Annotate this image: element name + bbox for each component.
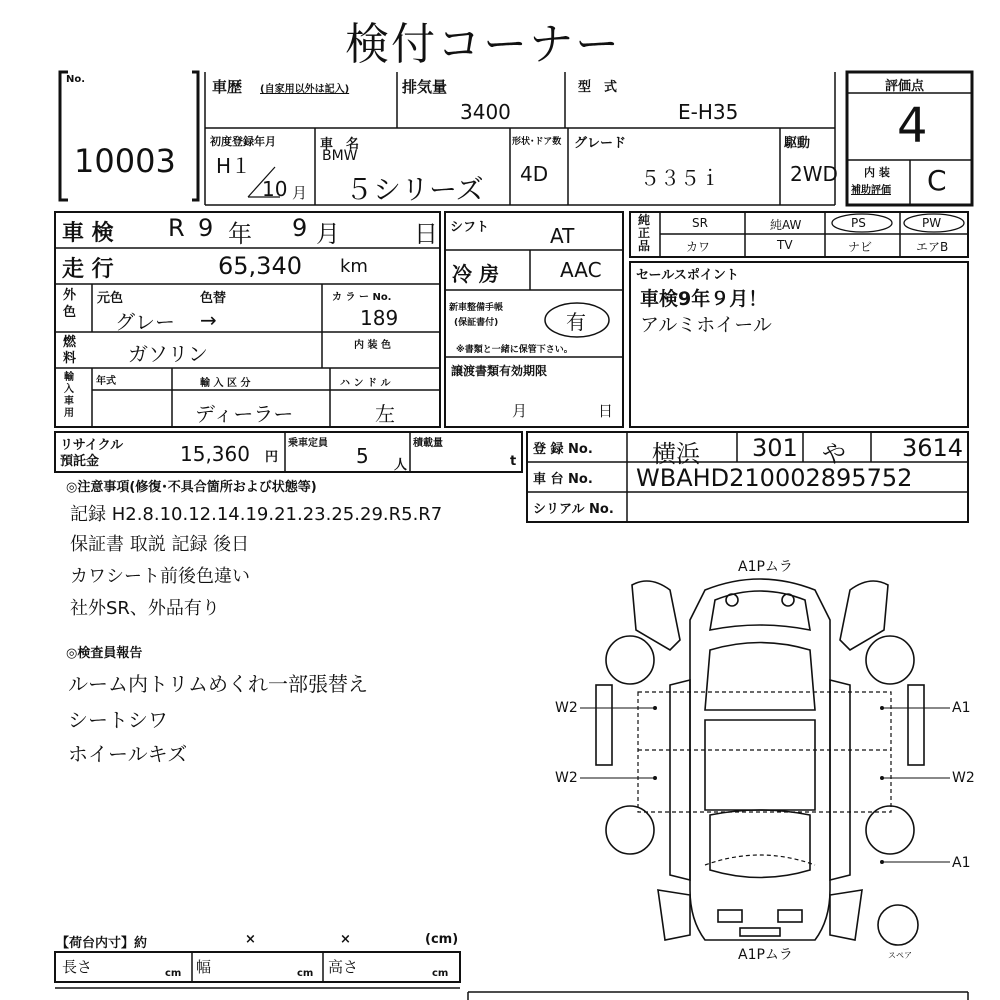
warranty-label: 新車整備手帳 xyxy=(449,303,504,313)
shift-label: シフト xyxy=(450,220,490,235)
transfer-day: 日 xyxy=(598,402,614,420)
notes-line-3: カワシート前後色違い xyxy=(70,566,250,587)
cargo-height-label: 高さ xyxy=(328,958,359,976)
color-no-label: カ ラ ー No. xyxy=(332,292,392,303)
orig-color-value: グレー xyxy=(115,310,175,334)
inspection-day-unit: 日 xyxy=(414,220,438,248)
warranty-sub: (保証書付) xyxy=(454,318,499,328)
inspection-era: R xyxy=(168,214,185,242)
cargo-length-unit: cm xyxy=(165,968,182,979)
first-reg-month: 10 xyxy=(262,177,288,201)
registration-kana: や xyxy=(822,440,846,468)
inspection-year: 9 xyxy=(198,214,214,242)
transfer-month: 月 xyxy=(512,402,528,420)
displacement-label: 排気量 xyxy=(402,78,448,96)
mileage-value: 65,340 xyxy=(218,252,302,280)
model-value: E-H35 xyxy=(678,100,739,124)
sales-point-line2: アルミホイール xyxy=(640,314,772,336)
import-year-label: 年式 xyxy=(96,376,116,387)
change-color-arrow: → xyxy=(200,308,217,332)
spare-label: スペア xyxy=(888,951,912,960)
body-value: 4D xyxy=(520,162,549,186)
recycle-unit: 円 xyxy=(265,450,279,465)
warranty-value: 有 xyxy=(566,310,586,334)
diagram-right-2: W2 xyxy=(952,770,975,786)
cargo-width-unit: cm xyxy=(297,968,314,979)
inspection-label: 車 検 xyxy=(62,221,114,246)
registration-number: 3614 xyxy=(902,434,964,462)
cargo-x1: × xyxy=(245,932,256,947)
page-title: 検付コーナー xyxy=(345,19,621,70)
exterior-color-label: 外色 xyxy=(63,288,77,320)
grade-value: ５３５ｉ xyxy=(640,166,720,190)
slash-divider xyxy=(240,165,280,200)
cargo-heading: 【荷台内寸】約 xyxy=(56,936,148,951)
first-reg-era: H１ xyxy=(216,154,252,178)
sales-point-line1: 車検9年９月！ xyxy=(640,288,768,310)
diagram-left-2: W2 xyxy=(555,770,578,786)
no-label: No. xyxy=(66,74,86,85)
diagram-bottom-note: A1Pムラ xyxy=(738,947,793,963)
cargo-unit: (cm) xyxy=(425,932,459,947)
car-damage-diagram xyxy=(540,560,980,980)
inspector-line-2: シートシワ xyxy=(68,708,168,732)
option-alloy: 純AW xyxy=(770,218,802,232)
import-label: 輸入車用 xyxy=(64,372,74,419)
notes-heading: ◎注意事項(修復･不具合箇所および状態等) xyxy=(66,480,317,495)
model-label: 型 式 xyxy=(578,80,618,95)
chassis-value: WBAHD210002895752 xyxy=(636,464,913,492)
load-label: 積載量 xyxy=(413,438,443,449)
sales-point-label: セールスポイント xyxy=(636,268,739,283)
option-navi: ナビ xyxy=(848,240,873,254)
inspector-line-3: ホイールキズ xyxy=(68,742,188,766)
transfer-label: 譲渡書類有効期限 xyxy=(451,364,548,378)
orig-color-label: 元色 xyxy=(97,291,124,306)
mileage-label: 走 行 xyxy=(62,257,114,282)
drive-value: 2WD xyxy=(790,162,838,186)
diagram-left-1: W2 xyxy=(555,700,578,716)
inspector-line-1: ルーム内トリムめくれ一部張替え xyxy=(68,672,368,696)
displacement-value: 3400 xyxy=(460,100,511,124)
registration-class: 301 xyxy=(752,434,798,462)
mileage-unit: km xyxy=(340,256,368,277)
capacity-unit: 人 xyxy=(394,458,408,473)
option-sr: SR xyxy=(692,216,708,230)
diagram-top-note: A1Pムラ xyxy=(738,559,793,575)
history-label: 車歴 xyxy=(212,78,243,96)
cargo-width-label: 幅 xyxy=(196,958,212,976)
fuel-label: 燃料 xyxy=(63,335,77,366)
car-maker: BMW xyxy=(322,148,358,164)
notes-line-4: 社外SR、外品有り xyxy=(70,598,220,619)
capacity-label: 乗車定員 xyxy=(288,438,328,449)
import-class-value: ディーラー xyxy=(195,402,294,426)
stock-number: 10003 xyxy=(74,142,176,180)
notes-line-2: 保証書 取説 記録 後日 xyxy=(70,534,250,555)
handle-value: 左 xyxy=(375,402,395,426)
import-class-label: 輸 入 区 分 xyxy=(200,378,251,389)
grade-label: グレード xyxy=(574,136,627,151)
drive-label: 駆動 xyxy=(784,136,811,151)
notes-line-1: 記録 H2.8.10.12.14.19.21.23.25.29.R5.R7 xyxy=(70,504,443,525)
recycle-sub: 預託金 xyxy=(60,454,100,469)
recycle-value: 15,360 xyxy=(180,442,250,466)
aircon-label: 冷 房 xyxy=(452,262,499,286)
cargo-x2: × xyxy=(340,932,351,947)
option-ps: PS xyxy=(851,216,866,230)
genuine-label: 純正品 xyxy=(638,213,651,253)
score-label: 評価点 xyxy=(885,79,925,94)
registration-city: 横浜 xyxy=(652,440,700,468)
option-leather: カワ xyxy=(686,240,711,254)
capacity-value: 5 xyxy=(356,444,369,468)
interior-color-label: 内 装 色 xyxy=(354,340,391,351)
interior-sub: 補助評価 xyxy=(851,185,891,196)
load-unit: t xyxy=(510,454,517,469)
history-sub: (自家用以外は記入) xyxy=(260,84,350,95)
diagram-right-3: A1 xyxy=(952,855,971,871)
interior-label: 内 装 xyxy=(864,166,890,179)
body-label: 形状･ドア数 xyxy=(512,137,562,147)
color-no-value: 189 xyxy=(360,306,399,330)
serial-label: シリアル No. xyxy=(533,502,614,517)
option-tv: TV xyxy=(777,238,793,252)
chassis-label: 車 台 No. xyxy=(533,472,593,487)
car-name-value: ５シリーズ xyxy=(345,173,484,206)
inspection-year-unit: 年 xyxy=(228,220,252,248)
shift-value: AT xyxy=(550,224,575,248)
recycle-label: リサイクル xyxy=(60,438,124,453)
aircon-value: AAC xyxy=(560,258,602,282)
change-color-label: 色替 xyxy=(200,291,227,306)
option-pw: PW xyxy=(922,216,942,230)
cargo-height-unit: cm xyxy=(432,968,449,979)
registration-label: 登 録 No. xyxy=(533,442,593,457)
interior-grade: C xyxy=(927,164,947,197)
inspector-heading: ◎検査員報告 xyxy=(66,646,143,661)
handle-label: ハ ン ド ル xyxy=(340,378,391,389)
diagram-right-1: A1 xyxy=(952,700,971,716)
inspection-month: 9 xyxy=(292,214,308,242)
warranty-note: ※書類と一緒に保管下さい。 xyxy=(456,345,573,355)
first-reg-label: 初度登録年月 xyxy=(210,135,276,148)
first-reg-unit: 月 xyxy=(292,184,308,202)
inspection-month-unit: 月 xyxy=(316,220,340,248)
cargo-length-label: 長さ xyxy=(62,958,93,976)
score-value: 4 xyxy=(897,98,928,154)
car-name-label: 車 名 xyxy=(320,137,360,152)
fuel-value: ガソリン xyxy=(128,342,208,366)
option-airbag: エアB xyxy=(916,240,949,254)
